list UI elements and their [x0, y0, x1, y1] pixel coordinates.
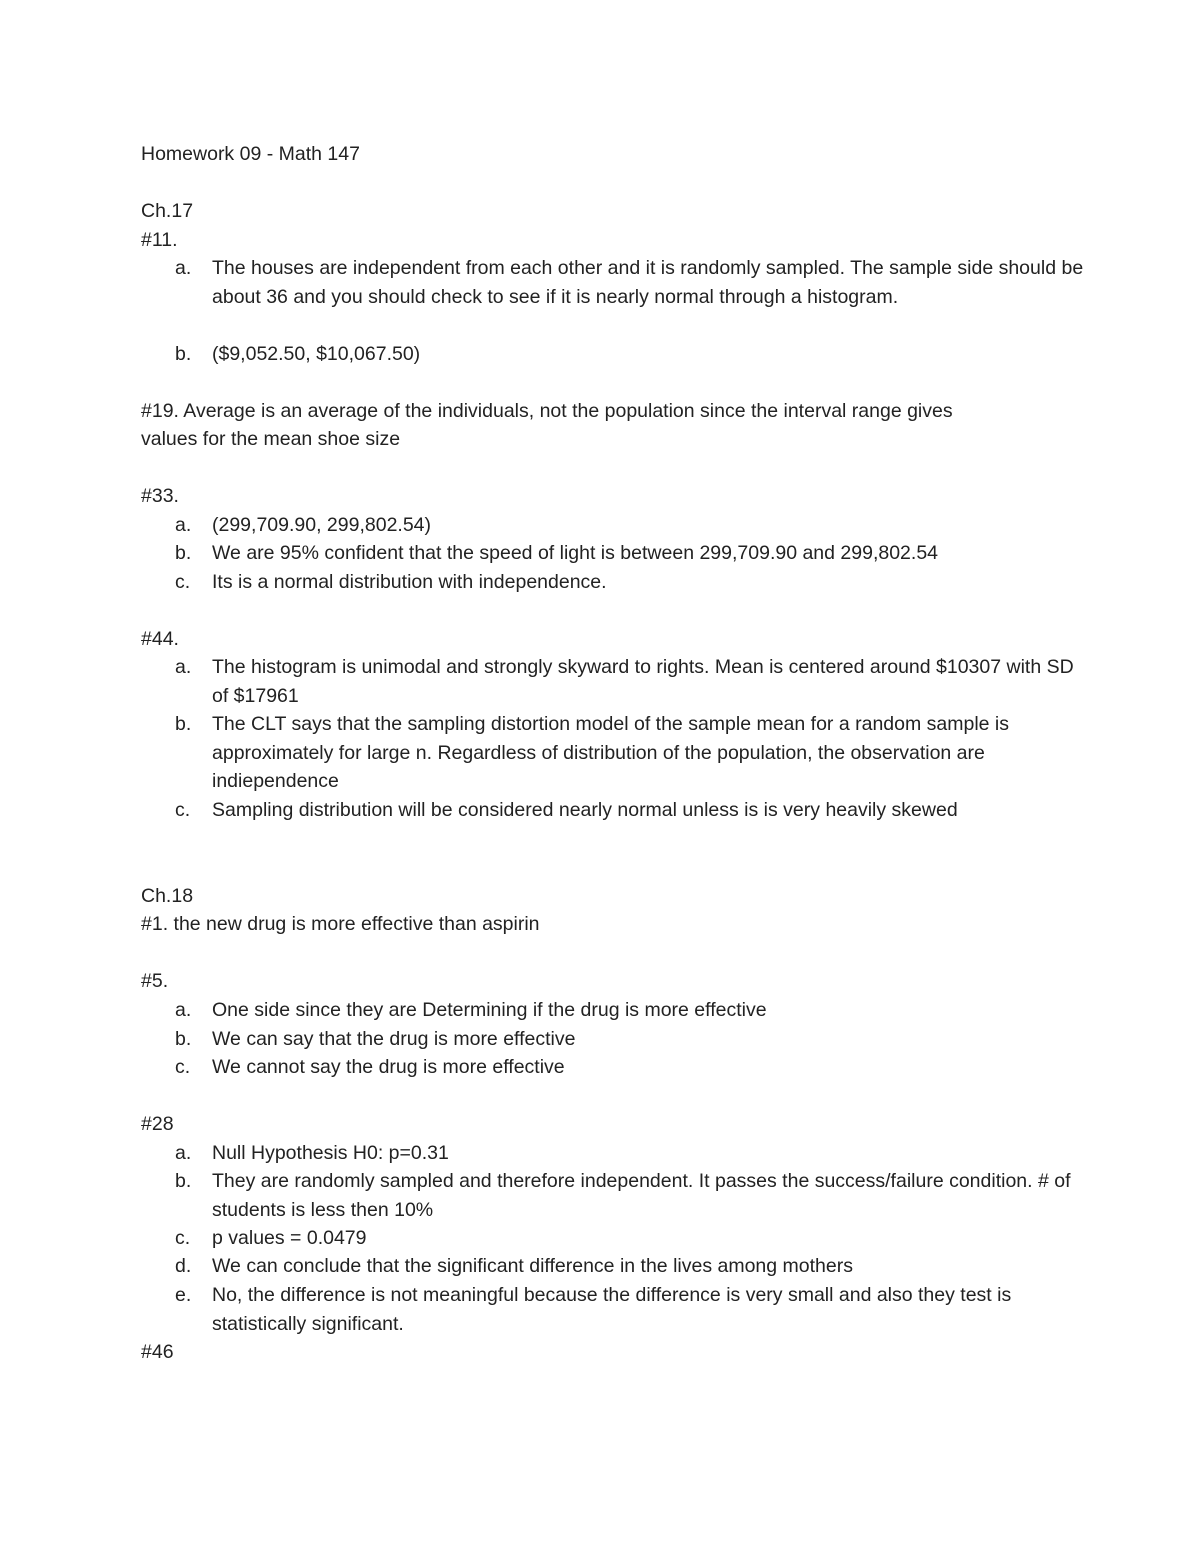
list-item: [0, 340, 1200, 369]
list-item-text: The CLT says that the sampling distortion model of the sample mean for a random sample is approximately for large n. Regardless of distribution of the population, the observation are indiependence: [212, 713, 1009, 793]
question-19-line-2: values for the mean shoe size: [141, 428, 401, 450]
question-33-label: #33.: [141, 485, 179, 507]
list-marker: e.: [175, 1284, 192, 1306]
list-marker: a.: [175, 514, 192, 536]
list-marker: b.: [175, 1170, 192, 1192]
list-item-text: p values = 0.0479: [212, 1227, 367, 1249]
list-marker: d.: [175, 1255, 192, 1277]
list-marker: c.: [175, 1056, 191, 1078]
list-marker: a.: [175, 656, 192, 678]
list-item-text: They are randomly sampled and therefore independent. It passes the success/failure condition. # of students is less then 10%: [212, 1170, 1071, 1221]
list-item-text: We cannot say the drug is more effective: [212, 1056, 565, 1078]
list-item-text: No, the difference is not meaningful because the difference is very small and also they test is statistically significant.: [212, 1284, 1012, 1335]
list-item-text: Its is a normal distribution with independence.: [212, 571, 607, 593]
list-item: [0, 1053, 1200, 1082]
list-item: [0, 796, 1200, 825]
question-28-label: #28: [141, 1113, 174, 1135]
list-marker: a.: [175, 257, 192, 279]
list-item: [0, 1252, 1200, 1281]
list-item: [0, 1025, 1200, 1054]
list-item-text: One side since they are Determining if the drug is more effective: [212, 999, 767, 1021]
list-item-text: ($9,052.50, $10,067.50): [212, 343, 421, 365]
list-marker: b.: [175, 542, 192, 564]
list-item: [0, 1167, 1200, 1221]
list-item: [0, 1281, 1200, 1335]
list-item: [0, 568, 1200, 597]
list-marker: c.: [175, 571, 191, 593]
list-item-text: We can conclude that the significant difference in the lives among mothers: [212, 1255, 853, 1277]
list-item: [0, 653, 1200, 707]
chapter-17-heading: Ch.17: [141, 200, 194, 222]
list-item-text: Sampling distribution will be considered nearly normal unless is is very heavily skewed: [212, 799, 958, 821]
list-marker: c.: [175, 1227, 191, 1249]
document-title: Homework 09 - Math 147: [141, 143, 360, 165]
question-11-label: #11.: [141, 229, 178, 251]
chapter-18-heading: Ch.18: [141, 885, 194, 907]
list-item-text: Null Hypothesis H0: p=0.31: [212, 1142, 449, 1164]
list-marker: a.: [175, 999, 192, 1021]
list-item-text: (299,709.90, 299,802.54): [212, 514, 432, 536]
list-marker: b.: [175, 713, 192, 735]
question-44-label: #44.: [141, 628, 179, 650]
list-item-text: We can say that the drug is more effective: [212, 1028, 576, 1050]
list-item-text: The histogram is unimodal and strongly skyward to rights. Mean is centered around $10307 with SD of $17961: [212, 656, 1074, 707]
list-item: [0, 539, 1200, 568]
list-item: [0, 254, 1200, 308]
list-item: [0, 1139, 1200, 1168]
list-marker: b.: [175, 343, 192, 365]
list-item-text: The houses are independent from each other and it is randomly sampled. The sample side should be about 36 and you should check to see if it is nearly normal through a histogram.: [212, 257, 1084, 308]
list-item: [0, 996, 1200, 1025]
list-marker: b.: [175, 1028, 192, 1050]
question-46-label: #46: [141, 1341, 174, 1363]
question-19-line-1: #19. Average is an average of the individuals, not the population since the interval range gives: [141, 400, 953, 422]
list-item: [0, 1224, 1200, 1253]
question-1-line: #1. the new drug is more effective than aspirin: [141, 913, 540, 935]
list-item: [0, 710, 1200, 793]
list-item: [0, 511, 1200, 540]
question-5-label: #5.: [141, 970, 169, 992]
list-marker: a.: [175, 1142, 192, 1164]
list-item-text: We are 95% confident that the speed of light is between 299,709.90 and 299,802.54: [212, 542, 939, 564]
list-marker: c.: [175, 799, 191, 821]
